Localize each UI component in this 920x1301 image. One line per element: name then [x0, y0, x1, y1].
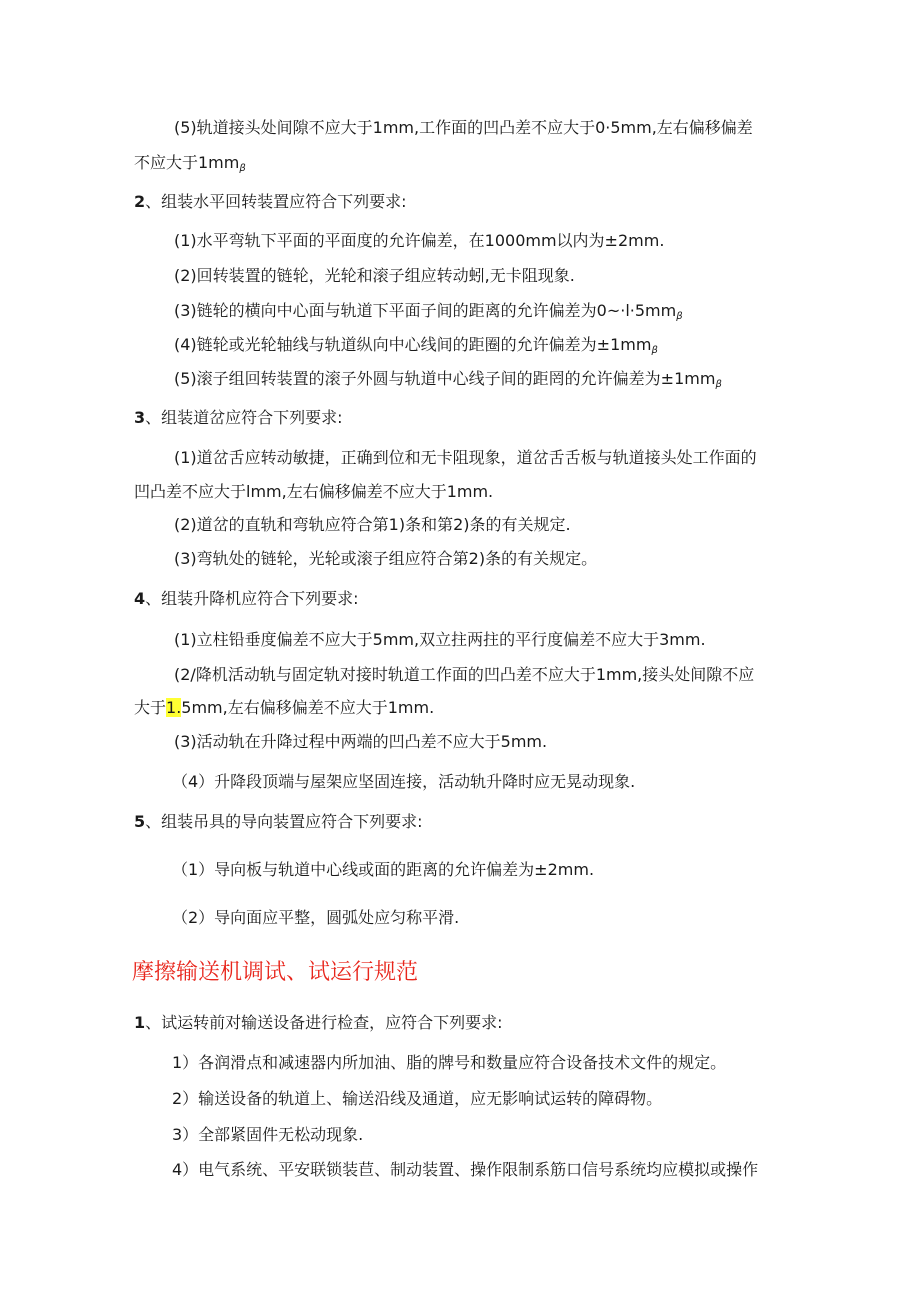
section-3-item-3: (3)弯轨处的链轮，光轮或滚子组应符合第2)条的有关规定。 — [174, 549, 598, 568]
section-2-item-2 — [174, 265, 575, 287]
section-6-item-4: 4）电气系统、平安联锁装苣、制动装置、操作限制系筋口信号系统均应模拟或操作 — [172, 1160, 759, 1179]
section-5-number: 5 — [134, 812, 146, 831]
section-6-item-2: 2）输送设备的轨道上、输送沿线及通道，应无影响试运转的障碍物。 — [172, 1089, 663, 1108]
section-3-item-2: (2)道岔的直轨和弯轨应符合第1)条和第2)条的有关规定. — [174, 515, 571, 534]
section-4-item-1: (1)立柱铅垂度偏差不应大于5mm,双立拄两拄的平行度偏差不应大于3mm. — [174, 630, 706, 649]
section-4-item-4: （4）升降段顶端与屋架应坚固连接，活动轨升降时应无晃动现象. — [172, 772, 636, 791]
item-5-subscript: β — [239, 163, 246, 174]
section-3-item-1-line-2: 凹凸差不应大于lmm,左右偏移偏差不应大于1mm. — [134, 482, 494, 501]
section-4-item-2-line-1: (2/降机活动轨与固定轨对接时轨道工作面的凹凸差不应大于1mm,接头处间隙不应 — [174, 665, 755, 684]
item-5-line-2 — [134, 152, 246, 180]
section-4-item-2-pre: 大于 — [134, 698, 167, 717]
section-6-title — [134, 1012, 503, 1034]
section-4-item-2-line-2 — [134, 697, 434, 719]
section-5-title-text: 、组装吊具的导向装置应符合下列要求: — [145, 812, 423, 831]
section-2-item-4-text: (4)链轮或光轮轴线与轨道纵向中心线间的距圈的允许偏差为±1mm — [174, 335, 652, 354]
section-2-item-5 — [174, 368, 722, 396]
section-3-number: 3 — [134, 408, 146, 427]
section-2-item-4 — [174, 334, 658, 362]
section-2-item-1-text: (1)水平弯轨下平面的平面度的允许偏差，在1000mm以内为±2mm. — [174, 231, 665, 250]
section-2-item-3-subscript: β — [676, 311, 683, 322]
section-2-item-3-text: (3)链轮的横向中心面与轨道下平面子间的距离的允许偏差为0~·l·5mm — [174, 301, 677, 320]
section-2-number: 2 — [134, 192, 146, 211]
section-3-item-1-line-1: (1)道岔舌应转动敏捷，正确到位和无卡阻现象，道岔舌舌板与轨道接头处工作面的 — [174, 448, 757, 467]
item-5-line-2-text: 不应大于1mm — [134, 153, 240, 172]
section-2-title-text: 、组装水平回转装置应符合下列要求: — [145, 192, 407, 211]
section-2-item-4-subscript: β — [651, 345, 658, 356]
section-4-item-2-post: 5mm,左右偏移偏差不应大于1mm. — [181, 698, 435, 717]
section-4-title — [134, 588, 359, 610]
section-4-item-3: (3)活动轨在升降过程中两端的凹凸差不应大于5mm. — [174, 732, 548, 751]
section-6-item-1: 1）各润滑点和减速器内所加油、脂的牌号和数量应符合设备技术文件的规定。 — [172, 1053, 727, 1072]
section-4-number: 4 — [134, 589, 146, 608]
section-5-title — [134, 811, 423, 833]
section-heading: 摩擦输送机调试、试运行规范 — [132, 960, 419, 985]
section-5-item-2: （2）导向面应平整，圆弧处应匀称平滑. — [172, 908, 460, 927]
section-3-title-text: 、组装道岔应符合下列要求: — [145, 408, 343, 427]
section-4-title-text: 、组装升降机应符合下列要求: — [145, 589, 359, 608]
section-2-item-1 — [174, 230, 664, 252]
section-2-item-5-subscript: β — [715, 379, 722, 390]
section-5-item-1: （1）导向板与轨道中心线或面的距离的允许偏差为±2mm. — [172, 860, 595, 879]
section-2-item-5-text: (5)滚子组回转装置的滚子外圆与轨道中心线子间的距罔的允许偏差为±1mm — [174, 369, 716, 388]
highlighted-text: 1. — [166, 698, 182, 717]
section-6-number: 1 — [134, 1013, 146, 1032]
section-2-item-2-text: (2)回转装置的链轮，光轮和滚子组应转动蚓,无卡阻现象. — [174, 266, 575, 285]
section-2-item-3 — [174, 300, 683, 328]
section-2-title — [134, 191, 407, 213]
section-6-item-3: 3）全部紧固件无松动现象. — [172, 1125, 364, 1144]
section-3-title — [134, 407, 343, 429]
item-5-line-1: (5)轨道接头处间隙不应大于1mm,工作面的凹凸差不应大于0·5mm,左右偏移偏差 — [174, 118, 753, 137]
section-6-title-text: 、试运转前对输送设备进行检查，应符合下列要求: — [145, 1013, 503, 1032]
